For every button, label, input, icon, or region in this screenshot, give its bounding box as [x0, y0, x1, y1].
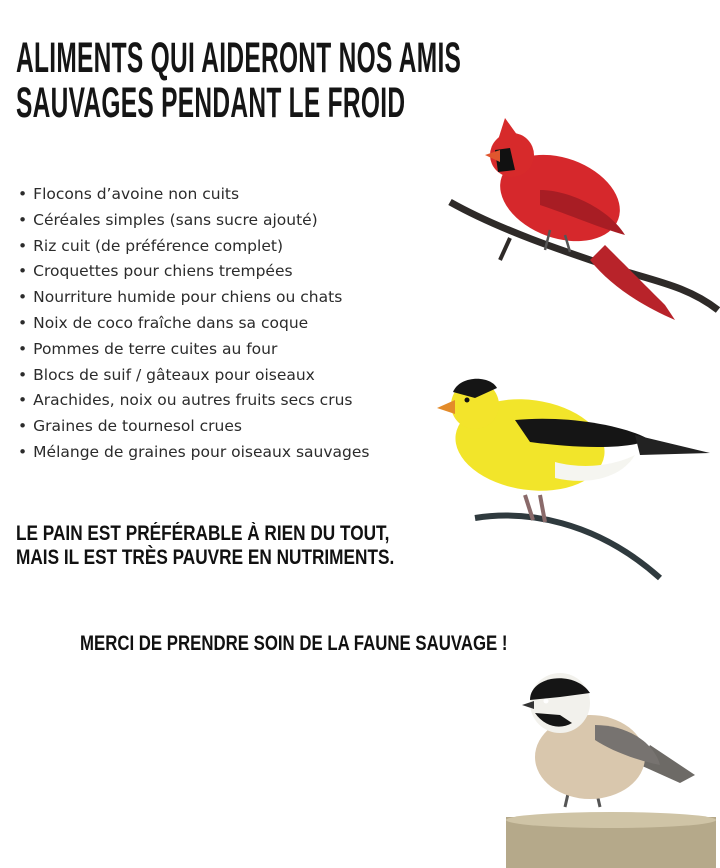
list-item: • Flocons d’avoine non cuits	[18, 182, 369, 208]
list-item: • Pommes de terre cuites au four	[18, 337, 369, 363]
list-item: • Nourriture humide pour chiens ou chats	[18, 285, 369, 311]
food-list	[18, 182, 369, 466]
list-item: • Graines de tournesol crues	[18, 414, 369, 440]
bread-note-line-1: LE PAIN EST PRÉFÉRABLE À RIEN DU TOUT,	[16, 522, 390, 545]
chickadee-illustration	[500, 665, 720, 868]
cardinal-illustration	[440, 110, 720, 325]
list-item: • Riz cuit (de préférence complet)	[18, 234, 369, 260]
thanks-message: MERCI DE PRENDRE SOIN DE LA FAUNE SAUVAGE !	[80, 632, 508, 655]
list-item: • Mélange de graines pour oiseaux sauvages	[18, 440, 369, 466]
title-line-2: SAUVAGES PENDANT LE FROID	[16, 79, 406, 127]
title-line-1: ALIMENTS QUI AIDERONT NOS AMIS	[16, 34, 462, 82]
list-item: • Blocs de suif / gâteaux pour oiseaux	[18, 363, 369, 389]
list-item: • Croquettes pour chiens trempées	[18, 259, 369, 285]
list-item: • Céréales simples (sans sucre ajouté)	[18, 208, 369, 234]
list-item: • Noix de coco fraîche dans sa coque	[18, 311, 369, 337]
goldfinch-illustration	[435, 370, 715, 585]
bread-note-line-2: MAIS IL EST TRÈS PAUVRE EN NUTRIMENTS.	[16, 546, 395, 569]
list-item: • Arachides, noix ou autres fruits secs crus	[18, 388, 369, 414]
